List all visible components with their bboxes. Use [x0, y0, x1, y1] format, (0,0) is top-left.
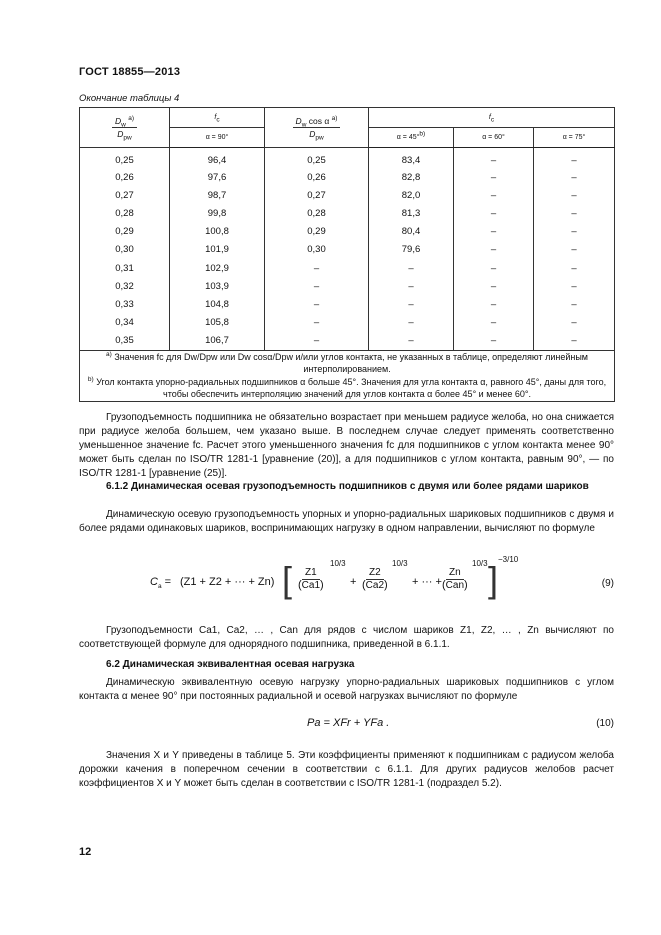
header-dw-dpw: $\frac{D_w ^{a)}}{D_{pw}}$: [80, 108, 170, 148]
table-cell: 104,8: [170, 295, 265, 313]
header-alpha-45: α = 45°$^{b)}$: [369, 128, 454, 148]
table-caption: Окончание таблицы 4: [79, 93, 180, 104]
table-cell: 102,9: [170, 259, 265, 277]
table-cell: 0,31: [80, 259, 170, 277]
table-cell: –: [534, 332, 615, 351]
eq9-term-2: ( $\frac{Z2}{Ca2}$ ): [362, 567, 388, 591]
table-body: [80, 148, 615, 351]
table-cell: 0,30: [80, 241, 170, 259]
table-cell: 79,6: [369, 241, 454, 259]
table-cell: –: [534, 241, 615, 259]
table-cell: –: [369, 332, 454, 351]
eq9-right-bracket: ]: [488, 559, 499, 600]
table-cell: 0,35: [80, 332, 170, 351]
table-cell: 101,9: [170, 241, 265, 259]
table-cell: 81,3: [369, 204, 454, 222]
table-row: [80, 186, 615, 204]
table-cell: –: [534, 168, 615, 186]
header-dw-cos-dpw: $\frac{D_w \cos \alpha ^{a)}}{D_{pw}}$: [265, 108, 369, 148]
table-cell: –: [454, 295, 534, 313]
equation-9-number: (9): [601, 578, 614, 589]
paragraph-row-capacities: Грузоподъемности Ca1, Ca2, … , Can для рядов с числом шариков Z1, Z2, … , Zn вычисляют по соответствующей формуле для однорядного подшипника, приведенной в 6.1.1.: [79, 625, 614, 650]
document-header: ГОСТ 18855—2013: [79, 66, 181, 78]
table-cell: 80,4: [369, 223, 454, 241]
table-cell: –: [454, 241, 534, 259]
table-cell: 105,8: [170, 314, 265, 332]
table-cell: –: [534, 277, 615, 295]
table-cell: –: [454, 204, 534, 222]
header-alpha-75: α = 75°: [534, 128, 615, 148]
table-cell: –: [265, 314, 369, 332]
table-cell: –: [369, 259, 454, 277]
table-cell: 0,28: [265, 204, 369, 222]
table-row: [80, 332, 615, 351]
table-cell: –: [265, 277, 369, 295]
table-row: [80, 259, 615, 277]
header-alpha-60: α = 60°: [454, 128, 534, 148]
note-b: $^{b)}$ Угол контакта упорно-радиальных подшипников α больше 45°. Значения для угла контакта α, равного 45°, даны для того, чтобы обеспечить интерполяцию значений для углов контакта α более 45° и менее 60°.: [87, 375, 607, 400]
table-cell: 100,8: [170, 223, 265, 241]
table-4: [79, 107, 615, 402]
table-cell: –: [534, 223, 615, 241]
table-cell: –: [534, 314, 615, 332]
table-cell: –: [369, 314, 454, 332]
table-cell: –: [454, 277, 534, 295]
table-cell: 0,34: [80, 314, 170, 332]
eq9-term-n: ( $\frac{Zn}{\text{Can}}$ ): [442, 567, 468, 591]
table-cell: 82,8: [369, 168, 454, 186]
table-cell: –: [369, 295, 454, 313]
table-cell: 0,25: [80, 148, 170, 169]
table-cell: –: [534, 148, 615, 169]
table-cell: 99,8: [170, 204, 265, 222]
equation-10-number: (10): [596, 718, 614, 729]
table-cell: 0,29: [80, 223, 170, 241]
table-cell: –: [534, 186, 615, 204]
table-cell: 97,6: [170, 168, 265, 186]
table-row: [80, 168, 615, 186]
table-row: [80, 295, 615, 313]
table-cell: 0,26: [80, 168, 170, 186]
table-notes: [80, 350, 615, 401]
paragraph-groove-radius: Грузоподъемность подшипника не обязательно возрастает при меньшем радиусе желоба, но она снижается при радиусе желоба большем, чем указано выше. В последнем случае следует применять соответственно уменьшенное значение fc. Расчет этого уменьшенного значения fc для подшипников с углом контакта менее 90° может быть сделан по ISO/TR 1281-1 [уравнение (20)], а для подшипников с углом контакта, равным 90°, — по ISO/TR 1281-1 [уравнение (25)].: [79, 412, 614, 479]
table-row: [80, 241, 615, 259]
table-cell: 82,0: [369, 186, 454, 204]
table-cell: –: [265, 259, 369, 277]
table-cell: 103,9: [170, 277, 265, 295]
eq9-plus: +: [350, 576, 357, 588]
table-row: [80, 148, 615, 169]
table-row: [80, 223, 615, 241]
section-heading-6-2: 6.2 Динамическая эквивалентная осевая нагрузка: [106, 659, 355, 670]
header-alpha-90: α = 90°: [170, 128, 265, 148]
table-cell: 96,4: [170, 148, 265, 169]
eq9-term-1: ( $\frac{Z1}{Ca1}$ ): [298, 567, 324, 591]
table-cell: 0,25: [265, 148, 369, 169]
table-cell: 0,33: [80, 295, 170, 313]
table-cell: –: [454, 168, 534, 186]
table-cell: 0,29: [265, 223, 369, 241]
table-row: [80, 314, 615, 332]
table-cell: –: [534, 295, 615, 313]
table-cell: –: [534, 259, 615, 277]
eq9-left-bracket: [: [282, 559, 293, 600]
table-cell: 98,7: [170, 186, 265, 204]
table-cell: –: [369, 277, 454, 295]
table-cell: –: [454, 314, 534, 332]
table-cell: 0,32: [80, 277, 170, 295]
table-cell: 0,30: [265, 241, 369, 259]
equation-10: Pa = XFr + YFa .: [307, 717, 390, 729]
table-cell: 0,27: [80, 186, 170, 204]
table-cell: –: [454, 223, 534, 241]
eq9-ellipsis: + ··· +: [412, 576, 442, 588]
eq9-sum: (Z1 + Z2 + ··· + Zn): [180, 576, 275, 588]
table-cell: 0,26: [265, 168, 369, 186]
section-heading-6-1-2: 6.1.2 Динамическая осевая грузоподъемность подшипников с двумя или более рядами шариков: [106, 481, 589, 492]
equation-9: $C_a$ = (Z1 + Z2 + ··· + Zn) [ ( $\frac{Z1}{Ca1}$ ) 10/3 + ( $\frac{Z2}{Ca2}$ ) 10/3 + ··· + ( $\frac{Zn}{\text{Can}}$ ) 10/3 ] −3/10: [150, 555, 519, 600]
table-row: [80, 204, 615, 222]
table-cell: –: [454, 186, 534, 204]
paragraph-xy-values: Значения X и Y приведены в таблице 5. Эти коэффициенты применяют к подшипникам с радиусом желоба дорожки качения в поперечном сечении в соответствии с 6.1.1. Для других радиусов желобов расчет коэффициентов X и Y может быть сделан в соответствии с ISO/TR 1281-1 (подраздел 5.2).: [79, 750, 614, 789]
header-fc-2: $f_c$: [369, 108, 615, 128]
header-fc-1: $f_c$: [170, 108, 265, 128]
table-cell: 106,7: [170, 332, 265, 351]
page-number: 12: [79, 846, 92, 858]
paragraph-multi-row: Динамическую осевую грузоподъемность упорных и упорно-радиальных шариковых подшипников с двумя и более рядами одинаковых шариков, воспринимающих нагрузку в одном направлении, вычисляют по формуле: [79, 509, 614, 534]
table-cell: 83,4: [369, 148, 454, 169]
eq9-lhs: $C_a$ =: [150, 576, 172, 591]
table-cell: –: [454, 259, 534, 277]
table-cell: –: [454, 332, 534, 351]
table-row: [80, 277, 615, 295]
table-cell: –: [265, 295, 369, 313]
table-cell: –: [534, 204, 615, 222]
table-cell: –: [454, 148, 534, 169]
paragraph-equivalent-load: Динамическую эквивалентную осевую нагрузку упорно-радиальных шариковых подшипников с углом контакта α менее 90° при постоянных радиальной и осевой нагрузках вычисляют по формуле: [79, 677, 614, 702]
table-cell: –: [265, 332, 369, 351]
table-cell: 0,27: [265, 186, 369, 204]
note-a: $^{a)}$ Значения fc для Dw/Dpw или Dw cosα/Dpw и/или углов контакта, не указанных в таблице, определяют линейным интерполированием.: [106, 350, 588, 375]
table-cell: 0,28: [80, 204, 170, 222]
